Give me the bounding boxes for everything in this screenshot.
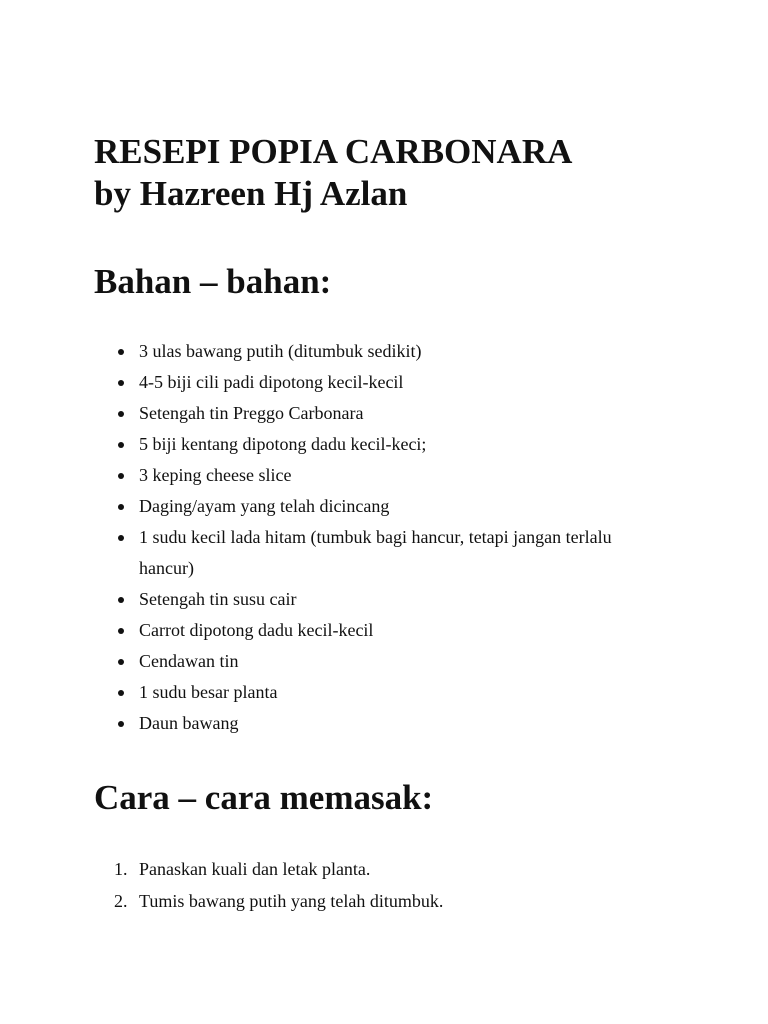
ingredient-item: 3 ulas bawang putih (ditumbuk sedikit) [94,336,654,367]
ingredient-item: Cendawan tin [94,646,654,677]
ingredient-item: 5 biji kentang dipotong dadu kecil-keci; [94,429,654,460]
ingredients-list [94,336,654,739]
step-number: 2. [114,891,128,911]
recipe-title-line: RESEPI POPIA CARBONARA [94,132,573,171]
ingredient-item: Daging/ayam yang telah dicincang [94,491,654,522]
method-heading: Cara – cara memasak: [94,778,434,817]
ingredient-item: 1 sudu besar planta [94,677,654,708]
ingredient-item: Carrot dipotong dadu kecil-kecil [94,615,654,646]
method-steps-list [94,853,654,917]
step-text: Tumis bawang putih yang telah ditumbuk. [139,891,444,911]
step-number: 1. [114,859,128,879]
ingredient-item: 3 keping cheese slice [94,460,654,491]
ingredient-item: Setengah tin susu cair [94,584,654,615]
recipe-author-line: by Hazreen Hj Azlan [94,174,408,213]
ingredients-heading: Bahan – bahan: [94,262,332,301]
method-step [94,853,654,885]
recipe-title [94,131,572,215]
method-step [94,885,654,917]
ingredient-item: Daun bawang [94,708,654,739]
ingredient-item: 1 sudu kecil lada hitam (tumbuk bagi hancur, tetapi jangan terlalu hancur) [94,522,654,584]
step-text: Panaskan kuali dan letak planta. [139,859,371,879]
ingredient-item: 4-5 biji cili padi dipotong kecil-kecil [94,367,654,398]
ingredient-item: Setengah tin Preggo Carbonara [94,398,654,429]
